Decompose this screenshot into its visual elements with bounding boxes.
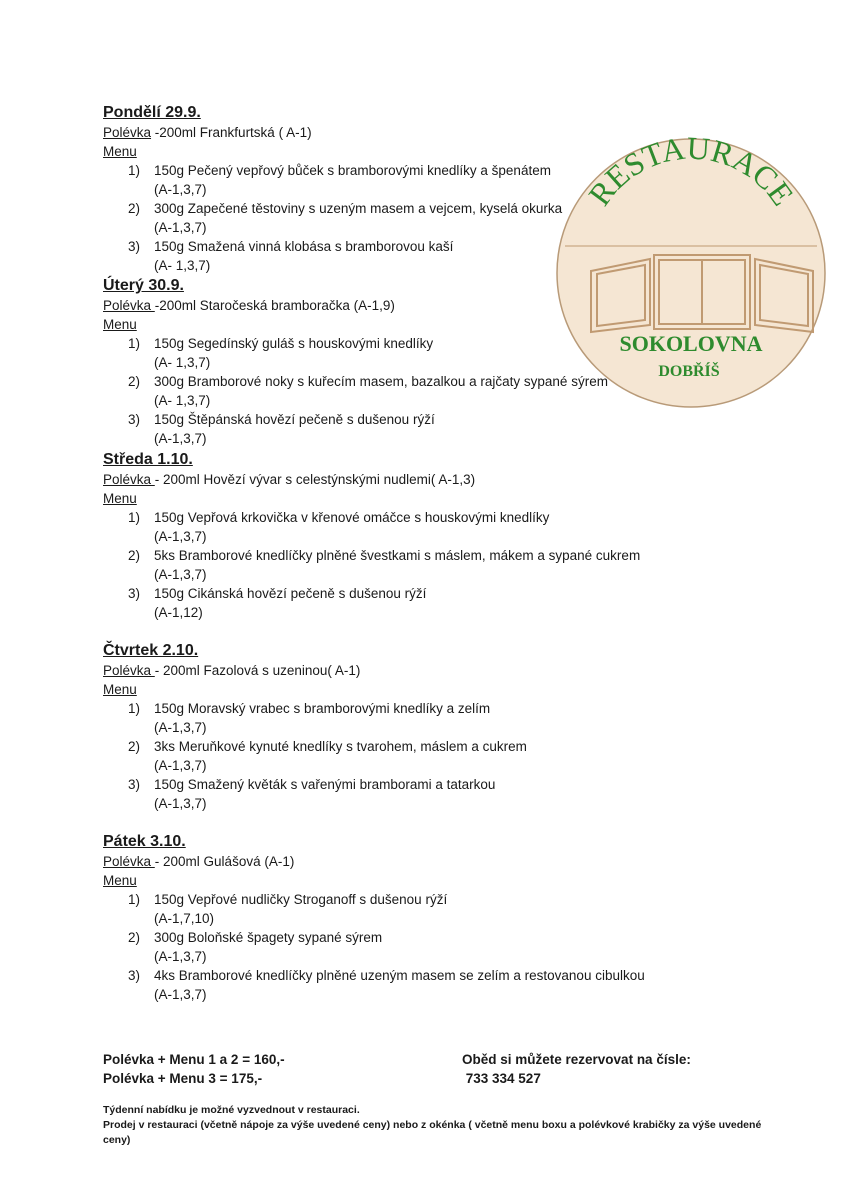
item-allergens: (A-1,3,7) [154, 720, 207, 735]
menu-item [103, 737, 723, 756]
item-text: 300g Zapečené těstoviny s uzeným masem a vejcem, kyselá okurka [154, 201, 563, 216]
price-line-menu-3: Polévka + Menu 3 = 175,- [103, 1071, 263, 1086]
item-allergens: (A-1,3,7) [154, 431, 207, 446]
item-number: 2) [128, 548, 141, 563]
item-text: 5ks Bramborové knedlíčky plněné švestkami s máslem, mákem a sypané cukrem [154, 548, 641, 563]
item-text: 300g Bramborové noky s kuřecím masem, bazalkou a rajčaty sypané sýrem [154, 374, 608, 389]
menu-label: Menu [103, 873, 137, 888]
soup-line [103, 661, 723, 680]
item-allergens: (A-1,3,7) [154, 567, 207, 582]
item-allergens: (A-1,3,7) [154, 220, 207, 235]
soup-text: - 200ml Hovězí vývar s celestýnskými nudlemi( A-1,3) [154, 472, 476, 487]
item-text: 300g Boloňské špagety sypané sýrem [154, 930, 383, 945]
soup-label: Polévka [103, 663, 155, 678]
day-title: Středa 1.10. [103, 451, 193, 468]
day-section-friday [103, 832, 723, 1004]
logo-town: DOBŘÍŠ [658, 363, 720, 380]
item-number: 1) [128, 510, 141, 525]
item-number: 3) [128, 239, 141, 254]
item-allergens: (A-1,3,7) [154, 529, 207, 544]
note-sales: Prodej v restauraci (včetně nápoje za výše uvedené ceny) nebo z okénka ( včetně menu boxu a polévkové krabičky za výše uvedené ceny) [103, 1119, 762, 1146]
item-number: 3) [128, 777, 141, 792]
day-title: Pondělí 29.9. [103, 104, 201, 121]
price-line-menu-1-2: Polévka + Menu 1 a 2 = 160,- [103, 1052, 285, 1067]
item-number: 3) [128, 412, 141, 427]
item-allergens: (A- 1,3,7) [154, 355, 211, 370]
menu-label: Menu [103, 682, 137, 697]
item-text: 150g Vepřové nudličky Stroganoff s dušenou rýží [154, 892, 448, 907]
item-allergens: (A-1,3,7) [154, 796, 207, 811]
item-text: 150g Segedínský guláš s houskovými knedlíky [154, 336, 434, 351]
reservation-phone: 733 334 527 [462, 1071, 541, 1086]
soup-label: Polévka [103, 298, 155, 313]
menu-item [103, 699, 723, 718]
logo-arc-text: RESTAURACE [581, 137, 801, 212]
item-number: 1) [128, 892, 141, 907]
item-number: 2) [128, 201, 141, 216]
day-title: Úterý 30.9. [103, 277, 184, 294]
menu-item [103, 928, 723, 947]
item-number: 1) [128, 701, 141, 716]
soup-text: - 200ml Fazolová s uzeninou( A-1) [154, 663, 361, 678]
item-number: 2) [128, 374, 141, 389]
item-text: 150g Cikánská hovězí pečeně s dušenou rýží [154, 586, 427, 601]
soup-text: - 200ml Gulášová (A-1) [154, 854, 295, 869]
day-section-thursday [103, 641, 723, 813]
soup-line [103, 852, 723, 871]
soup-text: -200ml Frankfurtská ( A-1) [151, 125, 312, 140]
soup-label: Polévka [103, 854, 155, 869]
item-text: 150g Štěpánská hovězí pečeně s dušenou rýží [154, 412, 435, 427]
soup-text: -200ml Staročeská bramboračka (A-1,9) [154, 298, 395, 313]
reservation-info [462, 1050, 691, 1088]
menu-item [103, 775, 723, 794]
item-text: 150g Vepřová krkovička v křenové omáčce s houskovými knedlíky [154, 510, 550, 525]
item-text: 4ks Bramborové knedlíčky plněné uzeným masem se zelím a restovanou cibulkou [154, 968, 645, 983]
item-text: 3ks Meruňkové kynuté knedlíky s tvarohem, máslem a cukrem [154, 739, 527, 754]
item-text: 150g Moravský vrabec s bramborovými knedlíky a zelím [154, 701, 491, 716]
price-list [103, 1050, 285, 1088]
item-allergens: (A-1,3,7) [154, 758, 207, 773]
item-text: 150g Smažená vinná klobása s bramborovou kaší [154, 239, 454, 254]
menu-item [103, 584, 723, 603]
menu-label: Menu [103, 317, 137, 332]
footer-notes [103, 1103, 763, 1148]
soup-label: Polévka [103, 472, 155, 487]
item-allergens: (A-1,7,10) [154, 911, 215, 926]
day-title: Pátek 3.10. [103, 833, 186, 850]
day-title: Čtvrtek 2.10. [103, 642, 199, 659]
item-allergens: (A-1,3,7) [154, 987, 207, 1002]
soup-label: Polévka [103, 125, 152, 140]
soup-line [103, 470, 723, 489]
day-section-wednesday [103, 450, 723, 622]
item-number: 3) [128, 586, 141, 601]
item-number: 1) [128, 336, 141, 351]
menu-item [103, 966, 723, 985]
item-number: 1) [128, 163, 141, 178]
menu-item [103, 890, 723, 909]
item-number: 2) [128, 739, 141, 754]
item-text: 150g Smažený květák s vařenými bramborami a tatarkou [154, 777, 496, 792]
menu-item [103, 546, 723, 565]
menu-item [103, 410, 723, 429]
menu-label: Menu [103, 144, 137, 159]
restaurant-logo [555, 137, 827, 409]
note-pickup: Týdenní nabídku je možné vyzvednout v restauraci. [103, 1104, 360, 1116]
reservation-label: Oběd si můžete rezervovat na čísle: [462, 1052, 691, 1067]
item-text: 150g Pečený vepřový bůček s bramborovými knedlíky a špenátem [154, 163, 551, 178]
menu-label: Menu [103, 491, 137, 506]
item-number: 3) [128, 968, 141, 983]
menu-item [103, 508, 723, 527]
logo-name: SOKOLOVNA [619, 331, 763, 356]
item-allergens: (A- 1,3,7) [154, 258, 211, 273]
item-allergens: (A-1,12) [154, 605, 203, 620]
item-allergens: (A- 1,3,7) [154, 393, 211, 408]
item-allergens: (A-1,3,7) [154, 182, 207, 197]
item-allergens: (A-1,3,7) [154, 949, 207, 964]
item-number: 2) [128, 930, 141, 945]
